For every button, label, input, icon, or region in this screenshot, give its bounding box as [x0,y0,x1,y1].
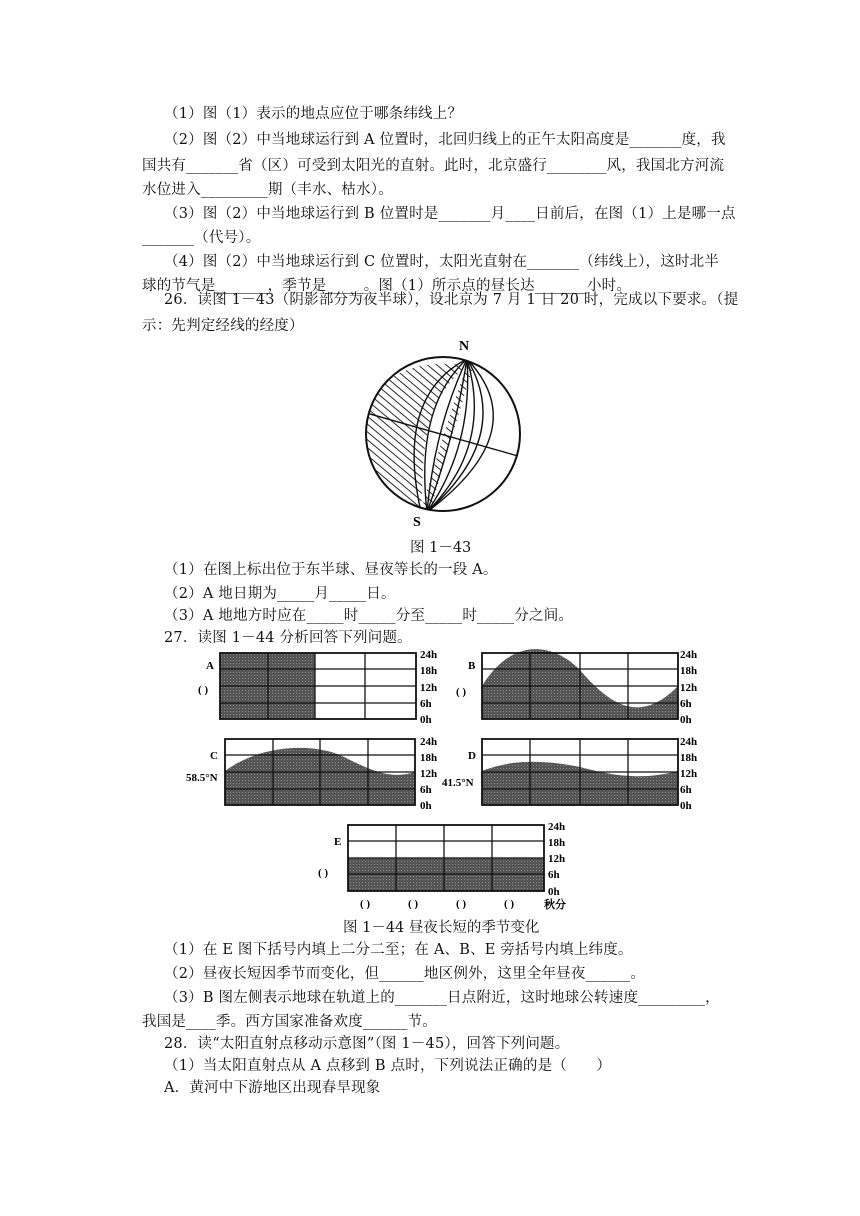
svg-text:18h: 18h [420,752,438,764]
panel-d-label: D [468,750,476,762]
panel-c [186,736,437,812]
svg-text:12h: 12h [420,768,438,780]
question-26: 26．读图 1－43（阴影部分为夜半球），设北京为 7 月 1 日 20 时，完成以下要求。（提 [164,292,739,308]
panel-c-latitude: 58.5°N [186,772,218,784]
north-label: N [459,339,470,354]
panel-e-latitude: ( ) [318,867,329,879]
text-line: _______（代号）。 [142,230,261,246]
svg-text:0h: 0h [420,714,432,726]
svg-text:0h: 0h [548,886,560,898]
question-27: 27．读图 1－44 分析回答下列问题。 [164,630,412,646]
figure-1-44 [170,645,710,915]
text-line: （3）A 地地方时应在_____时_____分至_____时_____分之间。 [164,608,574,624]
svg-text:6h: 6h [420,698,432,710]
text-line: （3）图（2）中当地球运行到 B 位置时是_______月____日前后，在图（1）上是哪一点 [164,206,736,222]
text-line: （4）图（2）中当地球运行到 C 位置时，太阳光直射在_______（纬线上），这时北半 [164,254,720,270]
text-line: 我国是____季。西方国家准备欢度______节。 [142,1014,437,1030]
text-line: （2）A 地日期为_____月_____日。 [164,586,396,602]
panel-a-latitude: ( ) [198,684,209,696]
svg-text:24h: 24h [680,649,698,661]
panel-d [442,736,697,812]
svg-text:24h: 24h [420,649,438,661]
panel-e-label: E [334,836,342,848]
svg-text:24h: 24h [548,821,566,833]
text-line: （3）B 图左侧表示地球在轨道上的_______日点附近，这时地球公转速度_________， [164,990,720,1006]
svg-text:18h: 18h [420,665,438,677]
svg-text:24h: 24h [420,736,438,748]
text-line: （1）在 E 图下括号内填上二分二至；在 A、B、E 旁括号内填上纬度。 [164,942,633,958]
figure-1-44-caption: 图 1－44 昼夜长短的季节变化 [343,920,540,936]
season-blank: ( ) [504,898,515,910]
south-label: S [413,515,421,530]
text-line: 国共有_______省（区）可受到太阳光的直射。此时，北京盛行________风，我国北方河流 [142,158,725,174]
question-28: 28．读“太阳直射点移动示意图”（图 1－45），回答下列问题。 [164,1036,570,1052]
season-blank: ( ) [456,898,467,910]
svg-text:0h: 0h [680,800,692,812]
panel-c-label: C [210,750,218,762]
svg-text:6h: 6h [548,869,560,881]
autumn-equinox-label: 秋分 [544,899,566,911]
svg-text:12h: 12h [680,682,698,694]
text-line: 球的节气是_______，季节是_____。图（1）所示点的昼长达_______小时。 [142,278,632,294]
text-line: （2）昼夜长短因季节而变化，但______地区例外，这里全年昼夜______。 [164,966,646,982]
season-blank: ( ) [360,898,371,910]
text-line: 示：先判定经线的经度） [142,318,304,334]
panel-a [198,649,437,726]
svg-text:0h: 0h [680,714,692,726]
text-line: （1）图（1）表示的地点应位于哪条纬线上？ [164,106,463,122]
option-a: A．黄河中下游地区出现春旱现象 [164,1080,381,1096]
svg-text:24h: 24h [680,736,698,748]
svg-text:18h: 18h [680,752,698,764]
figure-1-43-caption: 图 1－43 [410,540,472,556]
text-line: （1）当太阳直射点从 A 点移到 B 点时，下列说法正确的是（ ） [164,1058,612,1074]
panel-e [318,821,566,911]
panel-b [456,649,697,726]
text-line: （1）在图上标出位于东半球、昼夜等长的一段 A。 [164,562,498,578]
svg-text:6h: 6h [680,698,692,710]
svg-text:12h: 12h [548,853,566,865]
svg-text:18h: 18h [548,837,566,849]
svg-text:6h: 6h [420,784,432,796]
svg-text:12h: 12h [680,768,698,780]
svg-text:0h: 0h [420,800,432,812]
svg-text:18h: 18h [680,665,698,677]
panel-a-label: A [206,660,214,672]
svg-text:6h: 6h [680,784,692,796]
panel-b-latitude: ( ) [456,686,467,698]
text-line: （2）图（2）中当地球运行到 A 位置时，北回归线上的正午太阳高度是_______度，我 [164,132,726,148]
panel-b-label: B [468,660,476,672]
panel-d-latitude: 41.5°N [442,777,474,789]
svg-text:12h: 12h [420,682,438,694]
figure-1-43-globe [355,336,535,531]
text-line: 水位进入_________期（丰水、枯水）。 [142,182,393,198]
season-blank: ( ) [408,898,419,910]
